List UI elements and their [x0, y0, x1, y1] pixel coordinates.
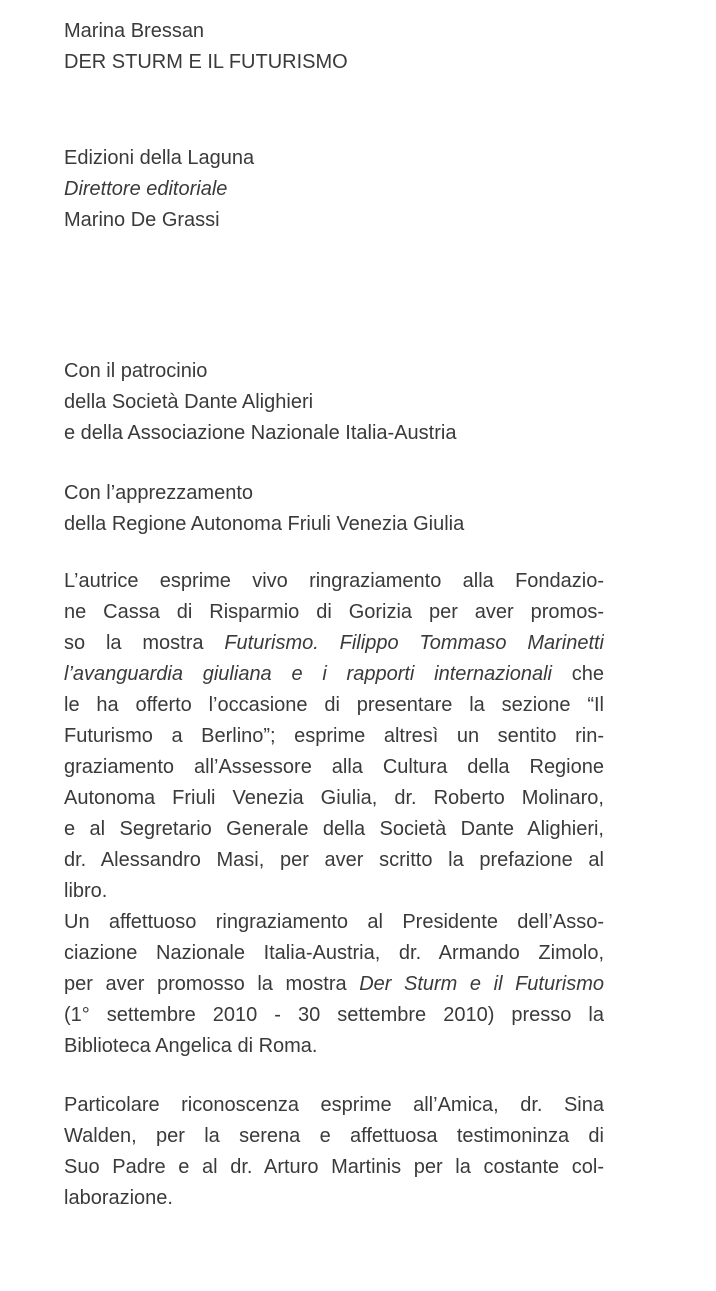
exhibition-title: Futurismo. Filippo Tommaso Marinetti	[224, 632, 604, 654]
acknowledgment-paragraph-1	[64, 566, 604, 907]
text-line: Particolare riconoscenza esprime all’Amica, dr. Sina	[64, 1094, 604, 1116]
text-line: Walden, per la serena e affettuosa testimoninza di	[64, 1125, 604, 1147]
text-line: Biblioteca Angelica di Roma.	[64, 1035, 318, 1057]
patronage-block	[64, 356, 604, 449]
text-line: graziamento all’Assessore alla Cultura della Regione	[64, 756, 604, 778]
text-line	[64, 628, 604, 659]
appreciation-block	[64, 478, 604, 540]
author-name: Marina Bressan	[64, 20, 205, 42]
text-line: Autonoma Friuli Venezia Giulia, dr. Roberto Molinaro,	[64, 787, 604, 809]
text-line: Futurismo a Berlino”; esprime altresì un sentito rin-	[64, 725, 604, 747]
acknowledgment-paragraph-2	[64, 907, 604, 1062]
director-name: Marino De Grassi	[64, 209, 220, 231]
text-line: le ha offerto l’occasione di presentare la sezione “Il	[64, 694, 604, 716]
text-line: laborazione.	[64, 1187, 173, 1209]
book-header	[64, 16, 604, 78]
text-line: L’autrice esprime vivo ringraziamento alla Fondazio-	[64, 570, 604, 592]
appreciation-line: Con l’apprezzamento	[64, 482, 253, 504]
text-line: Un affettuoso ringraziamento al Presidente dell’Asso-	[64, 911, 604, 933]
patronage-line: e della Associazione Nazionale Italia-Austria	[64, 422, 457, 444]
publisher-name: Edizioni della Laguna	[64, 147, 255, 169]
text-line: ciazione Nazionale Italia-Austria, dr. Armando Zimolo,	[64, 942, 604, 964]
book-title: DER STURM E IL FUTURISMO	[64, 51, 348, 73]
acknowledgment-paragraph-3	[64, 1090, 604, 1214]
text-line: Suo Padre e al dr. Arturo Martinis per la costante col-	[64, 1156, 604, 1178]
text-line: ne Cassa di Risparmio di Gorizia per aver promos-	[64, 601, 604, 623]
text-line: libro.	[64, 880, 108, 902]
text-line	[64, 659, 604, 690]
exhibition-title: Der Sturm e il Futurismo	[359, 973, 604, 995]
publisher-block	[64, 143, 604, 236]
text-run: per aver promosso la mostra	[64, 973, 360, 995]
text-line	[64, 969, 604, 1000]
appreciation-line: della Regione Autonoma Friuli Venezia Giulia	[64, 513, 465, 535]
patronage-line: Con il patrocinio	[64, 360, 208, 382]
director-role: Direttore editoriale	[64, 178, 228, 200]
text-line: dr. Alessandro Masi, per aver scritto la prefazione al	[64, 849, 604, 871]
text-run: che	[551, 663, 604, 685]
exhibition-title: l’avanguardia giuliana e i rapporti internazionali	[64, 663, 552, 685]
text-line: (1° settembre 2010 - 30 settembre 2010) presso la	[64, 1004, 604, 1026]
text-run: so la mostra	[64, 632, 225, 654]
text-line: e al Segretario Generale della Società Dante Alighieri,	[64, 818, 604, 840]
patronage-line: della Società Dante Alighieri	[64, 391, 314, 413]
